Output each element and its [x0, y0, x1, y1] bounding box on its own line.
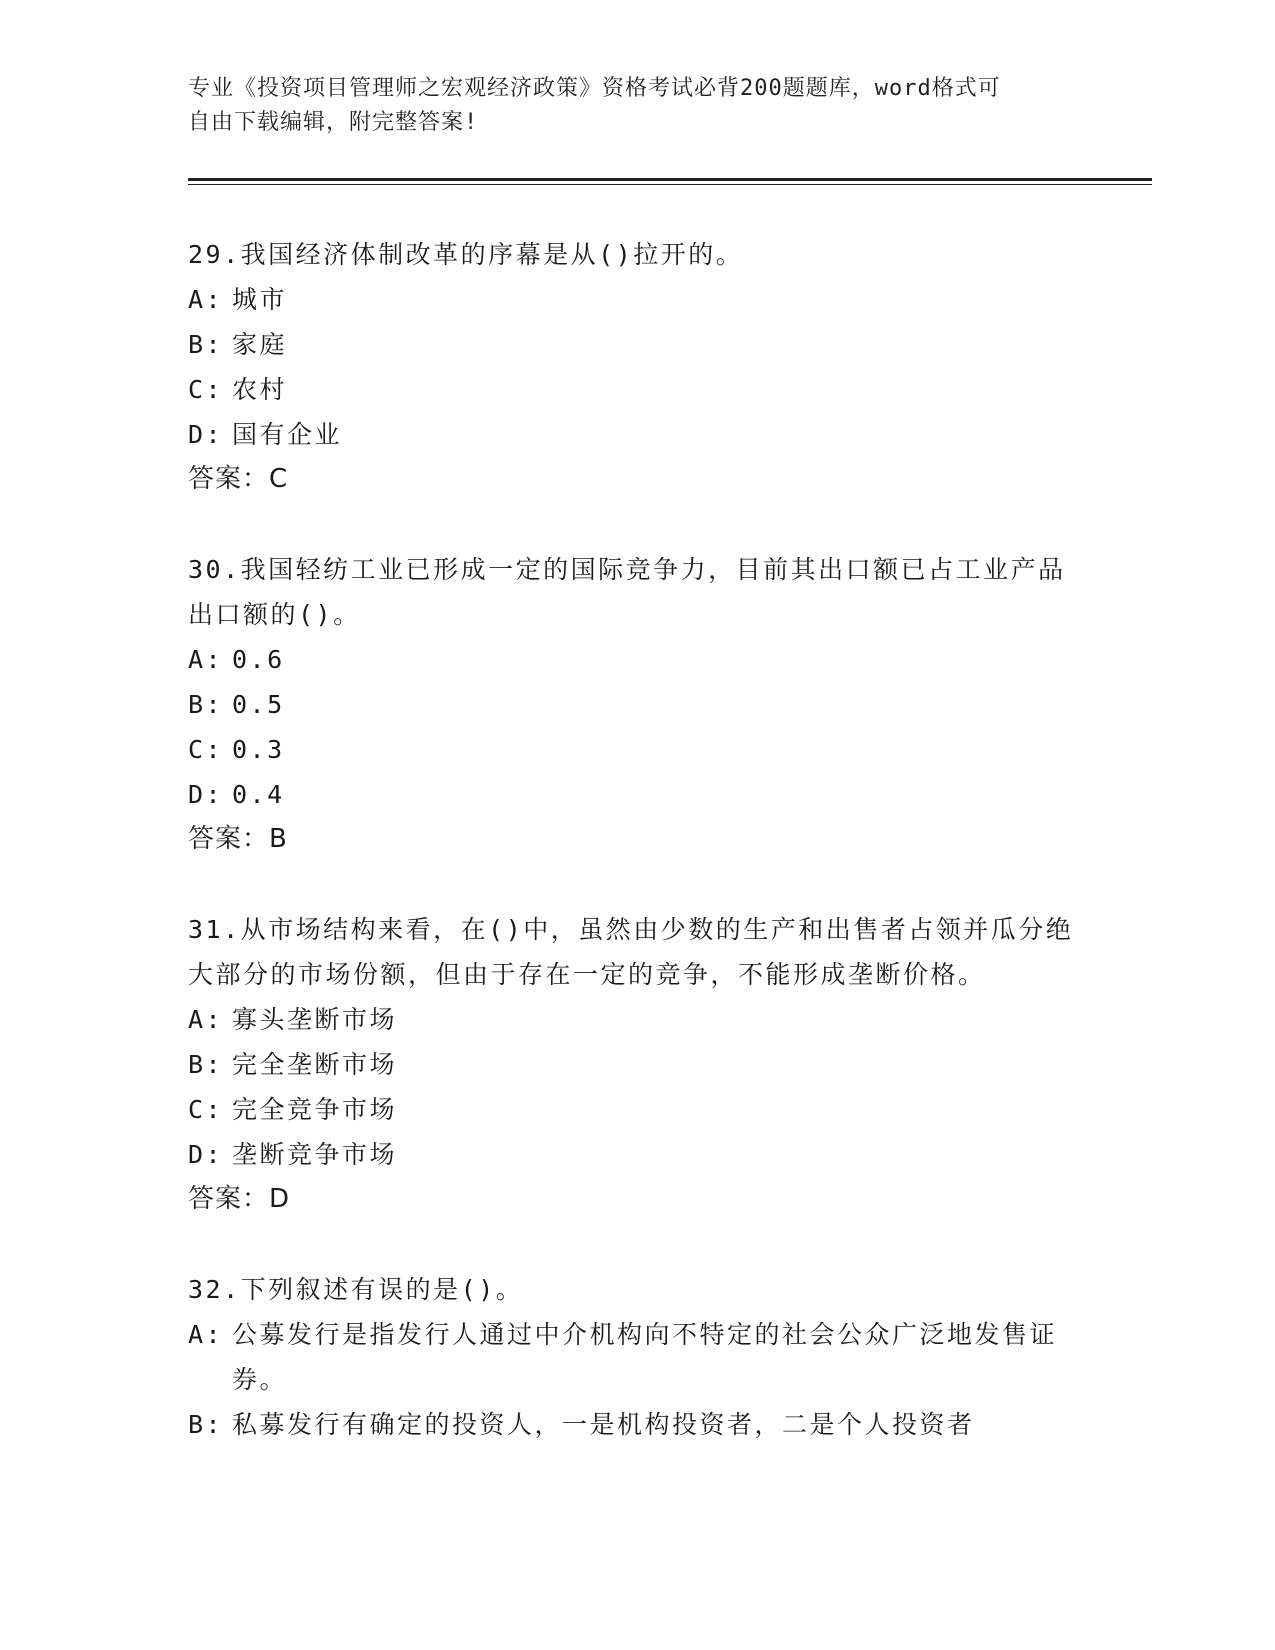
header-line-2: 自由下载编辑，附完整答案!: [188, 110, 479, 135]
question-item: [188, 547, 1088, 862]
answer-line: 答案：D: [188, 1184, 291, 1214]
option-letter: C:: [188, 375, 224, 404]
option-c: [188, 367, 1088, 412]
option-d: [188, 412, 1088, 457]
question-list: [188, 232, 1088, 1492]
option-text: 0.3: [232, 735, 285, 764]
option-text: 家庭: [232, 330, 288, 359]
option-text: 完全垄断市场: [232, 1050, 398, 1079]
option-letter: A:: [188, 1005, 224, 1034]
document-header: [188, 72, 1068, 140]
option-letter: C:: [188, 1095, 224, 1124]
option-a: [188, 1312, 1088, 1402]
question-item: [188, 232, 1088, 502]
option-b: [188, 682, 1088, 727]
option-letter: A:: [188, 1320, 224, 1349]
option-text: 0.5: [232, 690, 285, 719]
option-text: 0.6: [232, 645, 285, 674]
option-letter: C:: [188, 735, 224, 764]
question-stem: 29.我国经济体制改革的序幕是从()拉开的。: [188, 240, 744, 269]
answer-line: 答案：C: [188, 464, 289, 494]
option-text: 农村: [232, 375, 288, 404]
option-letter: B:: [188, 1410, 224, 1439]
option-letter: D:: [188, 420, 224, 449]
option-text: 完全竞争市场: [232, 1095, 398, 1124]
option-text: 国有企业: [232, 420, 343, 449]
question-item: [188, 1267, 1088, 1447]
header-divider-thick: [188, 178, 1152, 181]
header-divider-thin: [188, 184, 1152, 185]
question-stem: 31.从市场结构来看，在()中，虽然由少数的生产和出售者占领并瓜分绝大部分的市场份额，但由于存在一定的竞争，不能形成垄断价格。: [188, 915, 1074, 989]
option-d: [188, 1132, 1088, 1177]
option-b: [188, 1042, 1088, 1087]
option-letter: D:: [188, 780, 224, 809]
option-letter: A:: [188, 285, 224, 314]
option-d: [188, 772, 1088, 817]
option-c: [188, 1087, 1088, 1132]
option-letter: D:: [188, 1140, 224, 1169]
option-text: 0.4: [232, 780, 285, 809]
question-stem: 32.下列叙述有误的是()。: [188, 1275, 524, 1304]
option-text: 公募发行是指发行人通过中介机构向不特定的社会公众广泛地发售证券。: [232, 1320, 1058, 1394]
option-text: 城市: [232, 285, 288, 314]
option-text: 寡头垄断市场: [232, 1005, 398, 1034]
option-letter: A:: [188, 645, 224, 674]
option-text: 垄断竞争市场: [232, 1140, 398, 1169]
option-b: [188, 1402, 1088, 1447]
option-c: [188, 727, 1088, 772]
question-item: [188, 907, 1088, 1222]
option-letter: B:: [188, 1050, 224, 1079]
option-a: [188, 997, 1088, 1042]
option-b: [188, 322, 1088, 367]
question-stem: 30.我国轻纺工业已形成一定的国际竞争力，目前其出口额已占工业产品出口额的()。: [188, 555, 1066, 629]
option-a: [188, 637, 1088, 682]
header-line-1: 专业《投资项目管理师之宏观经济政策》资格考试必背200题题库，word格式可: [188, 76, 1001, 101]
option-letter: B:: [188, 330, 224, 359]
option-text: 私募发行有确定的投资人，一是机构投资者，二是个人投资者: [232, 1410, 975, 1439]
option-letter: B:: [188, 690, 224, 719]
option-a: [188, 277, 1088, 322]
answer-line: 答案：B: [188, 824, 288, 854]
